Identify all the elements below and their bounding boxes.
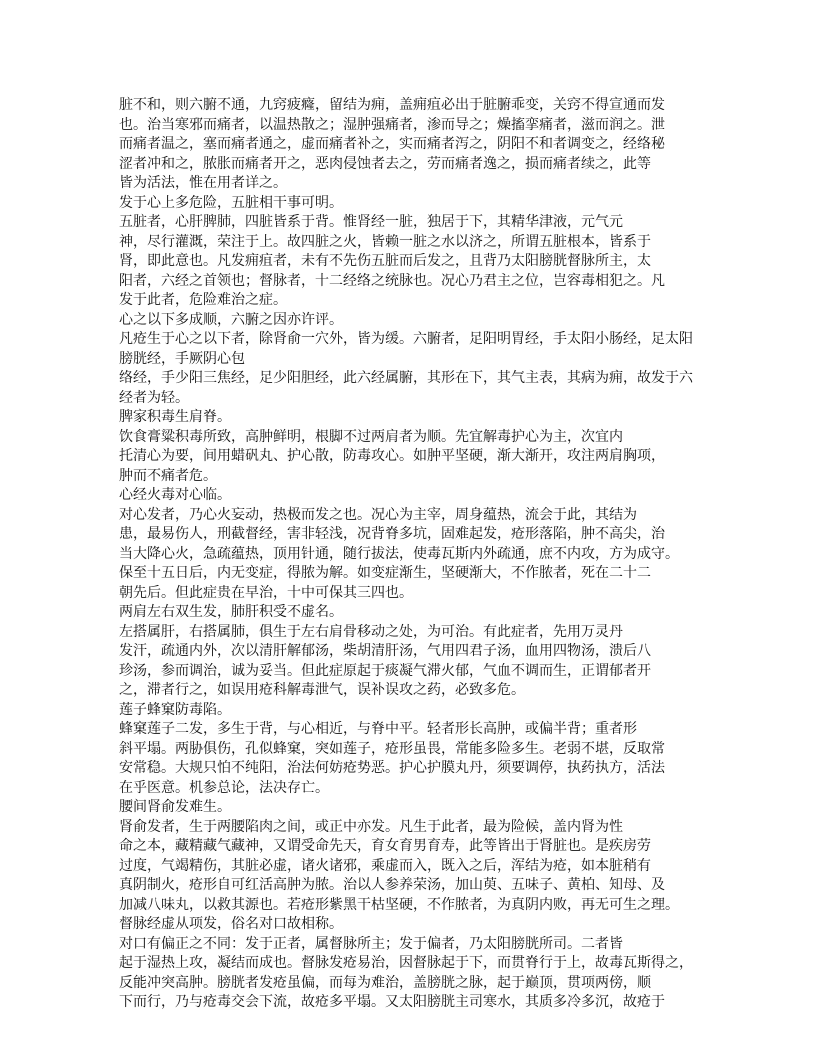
text-line: 凡疮生于心之以下者，除肾俞一穴外，皆为缓。六腑者，足阳明胃经，手太阳小肠经，足太阳 <box>119 331 693 347</box>
text-line: 斜平塌。两胁俱伤，孔似蜂窠，突如莲子，疮形虽畏，常能多险多生。老弱不堪，反取常 <box>119 740 665 757</box>
text-line: 五脏者，心肝脾肺，四脏皆系于背。惟肾经一脏，独居于下，其精华津液，元气元 <box>119 214 623 230</box>
text-line: 起于湿热上攻，凝结而成也。督脉发疮易治，因督脉起于下，而贯脊行于上，故毒瓦斯得之， <box>119 955 693 971</box>
text-line: 阳者，六经之首领也；督脉者，十二经络之统脉也。况心乃君主之位，岂容毒相犯之。凡 <box>119 272 665 289</box>
text-line: 肾俞发者，生于两腰陷肉之间，或正中亦发。凡生于此者，最为险候，盖内肾为性 <box>119 818 623 835</box>
text-line: 对口有偏正之不同：发于正者，属督脉所主；发于偏者，乃太阳膀胱所司。二者皆 <box>119 935 623 952</box>
text-line: 发于此者，危险难治之症。 <box>119 292 287 308</box>
text-line: 蜂窠莲子二发，多生于背，与心相近，与脊中平。轻者形长高肿，或偏半背；重者形 <box>119 721 637 737</box>
verse-heading: 心之以下多成顺，六腑之因亦许评。 <box>119 311 343 328</box>
verse-heading: 莲子蜂窠防毒陷。 <box>119 701 231 718</box>
verse-heading: 心经火毒对心临。 <box>119 487 231 503</box>
text-line: 膀胱经，手厥阴心包 <box>119 350 245 367</box>
text-line: 发汗，疏通内外，次以清肝解郁汤，柴胡清肝汤，气用四君子汤，血用四物汤，溃后八 <box>119 643 651 659</box>
text-line: 安常稳。大规只怕不纯阳，治法何妨疮势恶。护心护膜丸丹，须要调停，执药执方，活法 <box>119 760 665 776</box>
text-line: 对心发者，乃心火妄动，热极而发之也。况心为主宰，周身蕴热，流会于此，其结为 <box>119 506 637 523</box>
text-line: 反能冲突高肿。膀胱者发疮虽偏，而每为难治，盖膀胱之脉，起于巅顶，贯项两傍，顺 <box>119 974 651 991</box>
verse-heading: 腰间肾俞发难生。 <box>119 799 231 815</box>
text-line: 肾，即此意也。凡发痈疽者，未有不先伤五脏而后发之，且背乃太阳膀胱督脉所主，太 <box>119 253 651 269</box>
text-line: 当大降心火，急疏蕴热，顶用针通，随行拔法，使毒瓦斯内外疏通，庶不内攻，方为成守。 <box>119 545 679 562</box>
verse-heading: 督脉经虚从项发，俗名对口故相称。 <box>119 916 343 932</box>
text-line: 朝先后。但此症贵在早治，十中可保其三四也。 <box>119 584 413 601</box>
verse-heading: 两肩左右双生发，肺肝积受不虚名。 <box>119 604 343 620</box>
text-line: 保至十五日后，内无变症，得脓为解。如变症渐生，坚硬渐大，不作脓者，死在二十二 <box>119 565 651 581</box>
text-line: 在乎医意。机参总论，法决存亡。 <box>119 779 329 796</box>
text-line: 饮食膏粱积毒所致，高肿鲜明，根脚不过两肩者为顺。先宜解毒护心为主，次宜内 <box>119 428 623 445</box>
text-line: 命之本，藏精藏气藏神，又谓受命先天，育女育男育寿，此等皆出于肾脏也。是疾房劳 <box>119 838 651 854</box>
text-line: 脏不和，则六腑不通，九窍疲癃，留结为痈，盖痈疽必出于脏腑乖变，关窍不得宣通而发 <box>119 97 665 113</box>
text-line: 下而行，乃与疮毒交会下流，故疮多平塌。又太阳膀胱主司寒水，其质多冷多沉，故疮于 <box>119 994 665 1010</box>
text-line: 珍汤，参而调治，诚为妥当。但此症原起于痰凝气滞火郁，气血不调而生，正谓郁者开 <box>119 662 651 679</box>
text-line: 真阴制火，疮形自可红活高肿为脓。治以人参养荣汤，加山萸、五味子、黄柏、知母、及 <box>119 877 665 893</box>
document-page <box>119 96 719 1013</box>
text-line: 神，尽行灌溉，荣注于上。故四脏之火，皆赖一脏之水以济之，所谓五脏根本，皆系于 <box>119 233 651 250</box>
verse-heading: 脾家积毒生肩脊。 <box>119 409 231 425</box>
text-line: 左搭属肝，右搭属肺，俱生于左右肩骨移动之处，为可治。有此症者，先用万灵丹 <box>119 623 623 640</box>
text-line: 患，最易伤人，刑截督经，害非轻浅，况背脊多坑，固难起发，疮形落陷，肿不高尖，治 <box>119 526 665 542</box>
text-line: 肿而不痛者危。 <box>119 467 217 484</box>
text-line: 加减八味丸，以救其源也。若疮形紫黑干枯坚硬，不作脓者，为真阴内败，再无可生之理。 <box>119 896 679 913</box>
text-line: 皆为活法，惟在用者详之。 <box>119 175 287 191</box>
text-line: 托清心为要，间用蜡矾丸、护心散，防毒攻心。如肿平坚硬，渐大渐开，攻注两肩胸项， <box>119 448 665 464</box>
text-line: 而痛者温之，塞而痛者通之，虚而痛者补之，实而痛者泻之，阴阳不和者调变之，经络秘 <box>119 136 665 152</box>
text-line: 过度，气竭精伤，其脏必虚，诸火诸邪，乘虚而入，既入之后，浑结为疮，如本脏稍有 <box>119 857 651 874</box>
text-line: 经者为轻。 <box>119 389 189 406</box>
verse-heading: 发于心上多危险，五脏相干事可明。 <box>119 194 343 211</box>
text-line: 涩者冲和之，脓胀而痛者开之，恶肉侵蚀者去之，劳而痛者逸之，损而痛者续之，此等 <box>119 155 651 172</box>
text-line: 之，滞者行之，如误用疮科解毒泄气，误补误攻之药，必致多危。 <box>119 682 525 698</box>
text-line: 络经，手少阳三焦经，足少阳胆经，此六经属腑，其形在下，其气主表，其病为痈，故发于六 <box>119 370 693 386</box>
text-line: 也。治当寒邪而痛者，以温热散之；湿肿强痛者，渗而导之；燥搐挛痛者，滋而润之。泄 <box>119 116 665 133</box>
